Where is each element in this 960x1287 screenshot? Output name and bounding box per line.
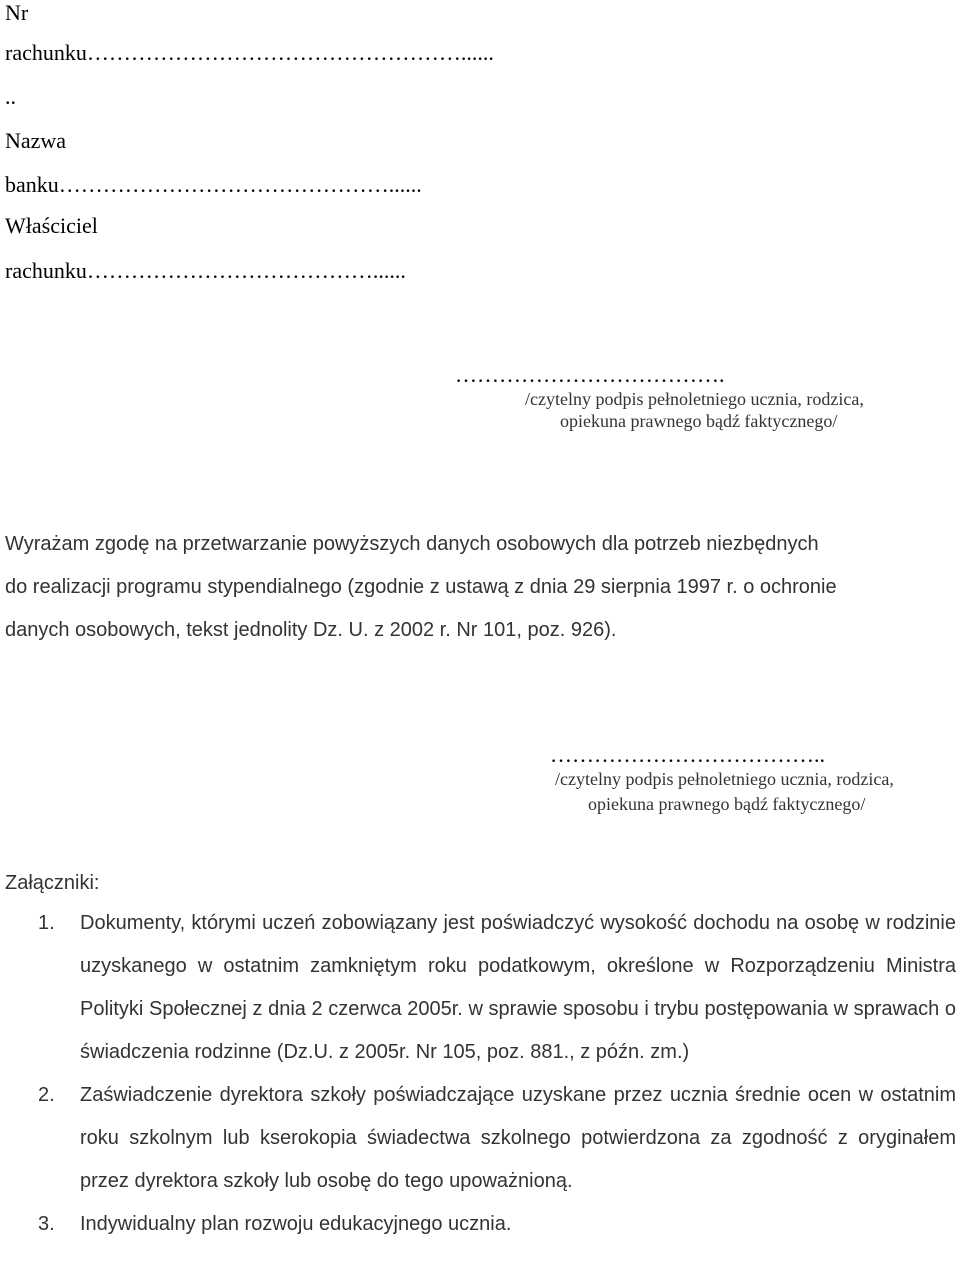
attachment-item-text: Zaświadczenie dyrektora szkoły poświadczające uzyskane przez ucznia średnie ocen w ostatnim roku szkolnym lub kserokopia świadectwa szkolnego potwierdzona za zgodność z oryginałem przez dyrektora szkoły lub osobę do tego upoważnioną. [80,1084,956,1192]
attachment-item-text: Dokumenty, którymi uczeń zobowiązany jest poświadczyć wysokość dochodu na osobę w rodzinie uzyskanego w ostatnim zamkniętym roku podatkowym, określone w Rozporządzeniu Ministra Polityki Społecznej z dnia 2 czerwca 2005r. w sprawie sposobu i trybu postępowania w sprawach o świadczenia rodzinne (Dz.U. z 2005r. Nr 105, poz. 881., z późn. zm.) [80,912,956,1063]
attachment-item-text: Indywidualny plan rozwoju edukacyjnego ucznia. [80,1213,512,1235]
signature-2-caption-line1: /czytelny podpis pełnoletniego ucznia, rodzica, [555,769,894,789]
attachment-item-number: 1. [38,912,55,934]
attachment-item-3 [38,1203,956,1246]
account-number-label: Nr [5,0,29,25]
signature-2-dots: ……………………………….. [550,742,825,767]
attachment-item-number: 3. [38,1213,55,1235]
bank-name-label: Nazwa [5,128,67,153]
consent-paragraph [5,523,955,652]
attachments-list [38,902,956,1246]
attachments-heading: Załączniki: [5,872,100,894]
account-number-field: rachunku……………………………………………...... [5,40,494,65]
attachment-item-1 [38,902,956,1074]
signature-1-dots: ………………………………. [455,362,725,387]
consent-line-2: do realizacji programu stypendialnego (zgodnie z ustawą z dnia 29 sierpnia 1997 r. o ochronie [5,576,837,598]
signature-2-caption-line2: opiekuna prawnego bądź faktycznego/ [588,794,866,814]
account-owner-field: rachunku…………………………………...... [5,258,406,283]
signature-1-caption-line2: opiekuna prawnego bądź faktycznego/ [560,411,838,431]
consent-line-1: Wyrażam zgodę na przetwarzanie powyższych danych osobowych dla potrzeb niezbędnych [5,533,819,555]
signature-1-caption-line1: /czytelny podpis pełnoletniego ucznia, rodzica, [525,389,864,409]
account-number-field-continuation: .. [5,84,16,109]
account-owner-label: Właściciel [5,213,98,238]
consent-line-3: danych osobowych, tekst jednolity Dz. U. z 2002 r. Nr 101, poz. 926). [5,619,617,641]
bank-name-field: banku………………………………………...... [5,172,422,197]
attachment-item-2 [38,1074,956,1203]
attachment-item-number: 2. [38,1084,55,1106]
